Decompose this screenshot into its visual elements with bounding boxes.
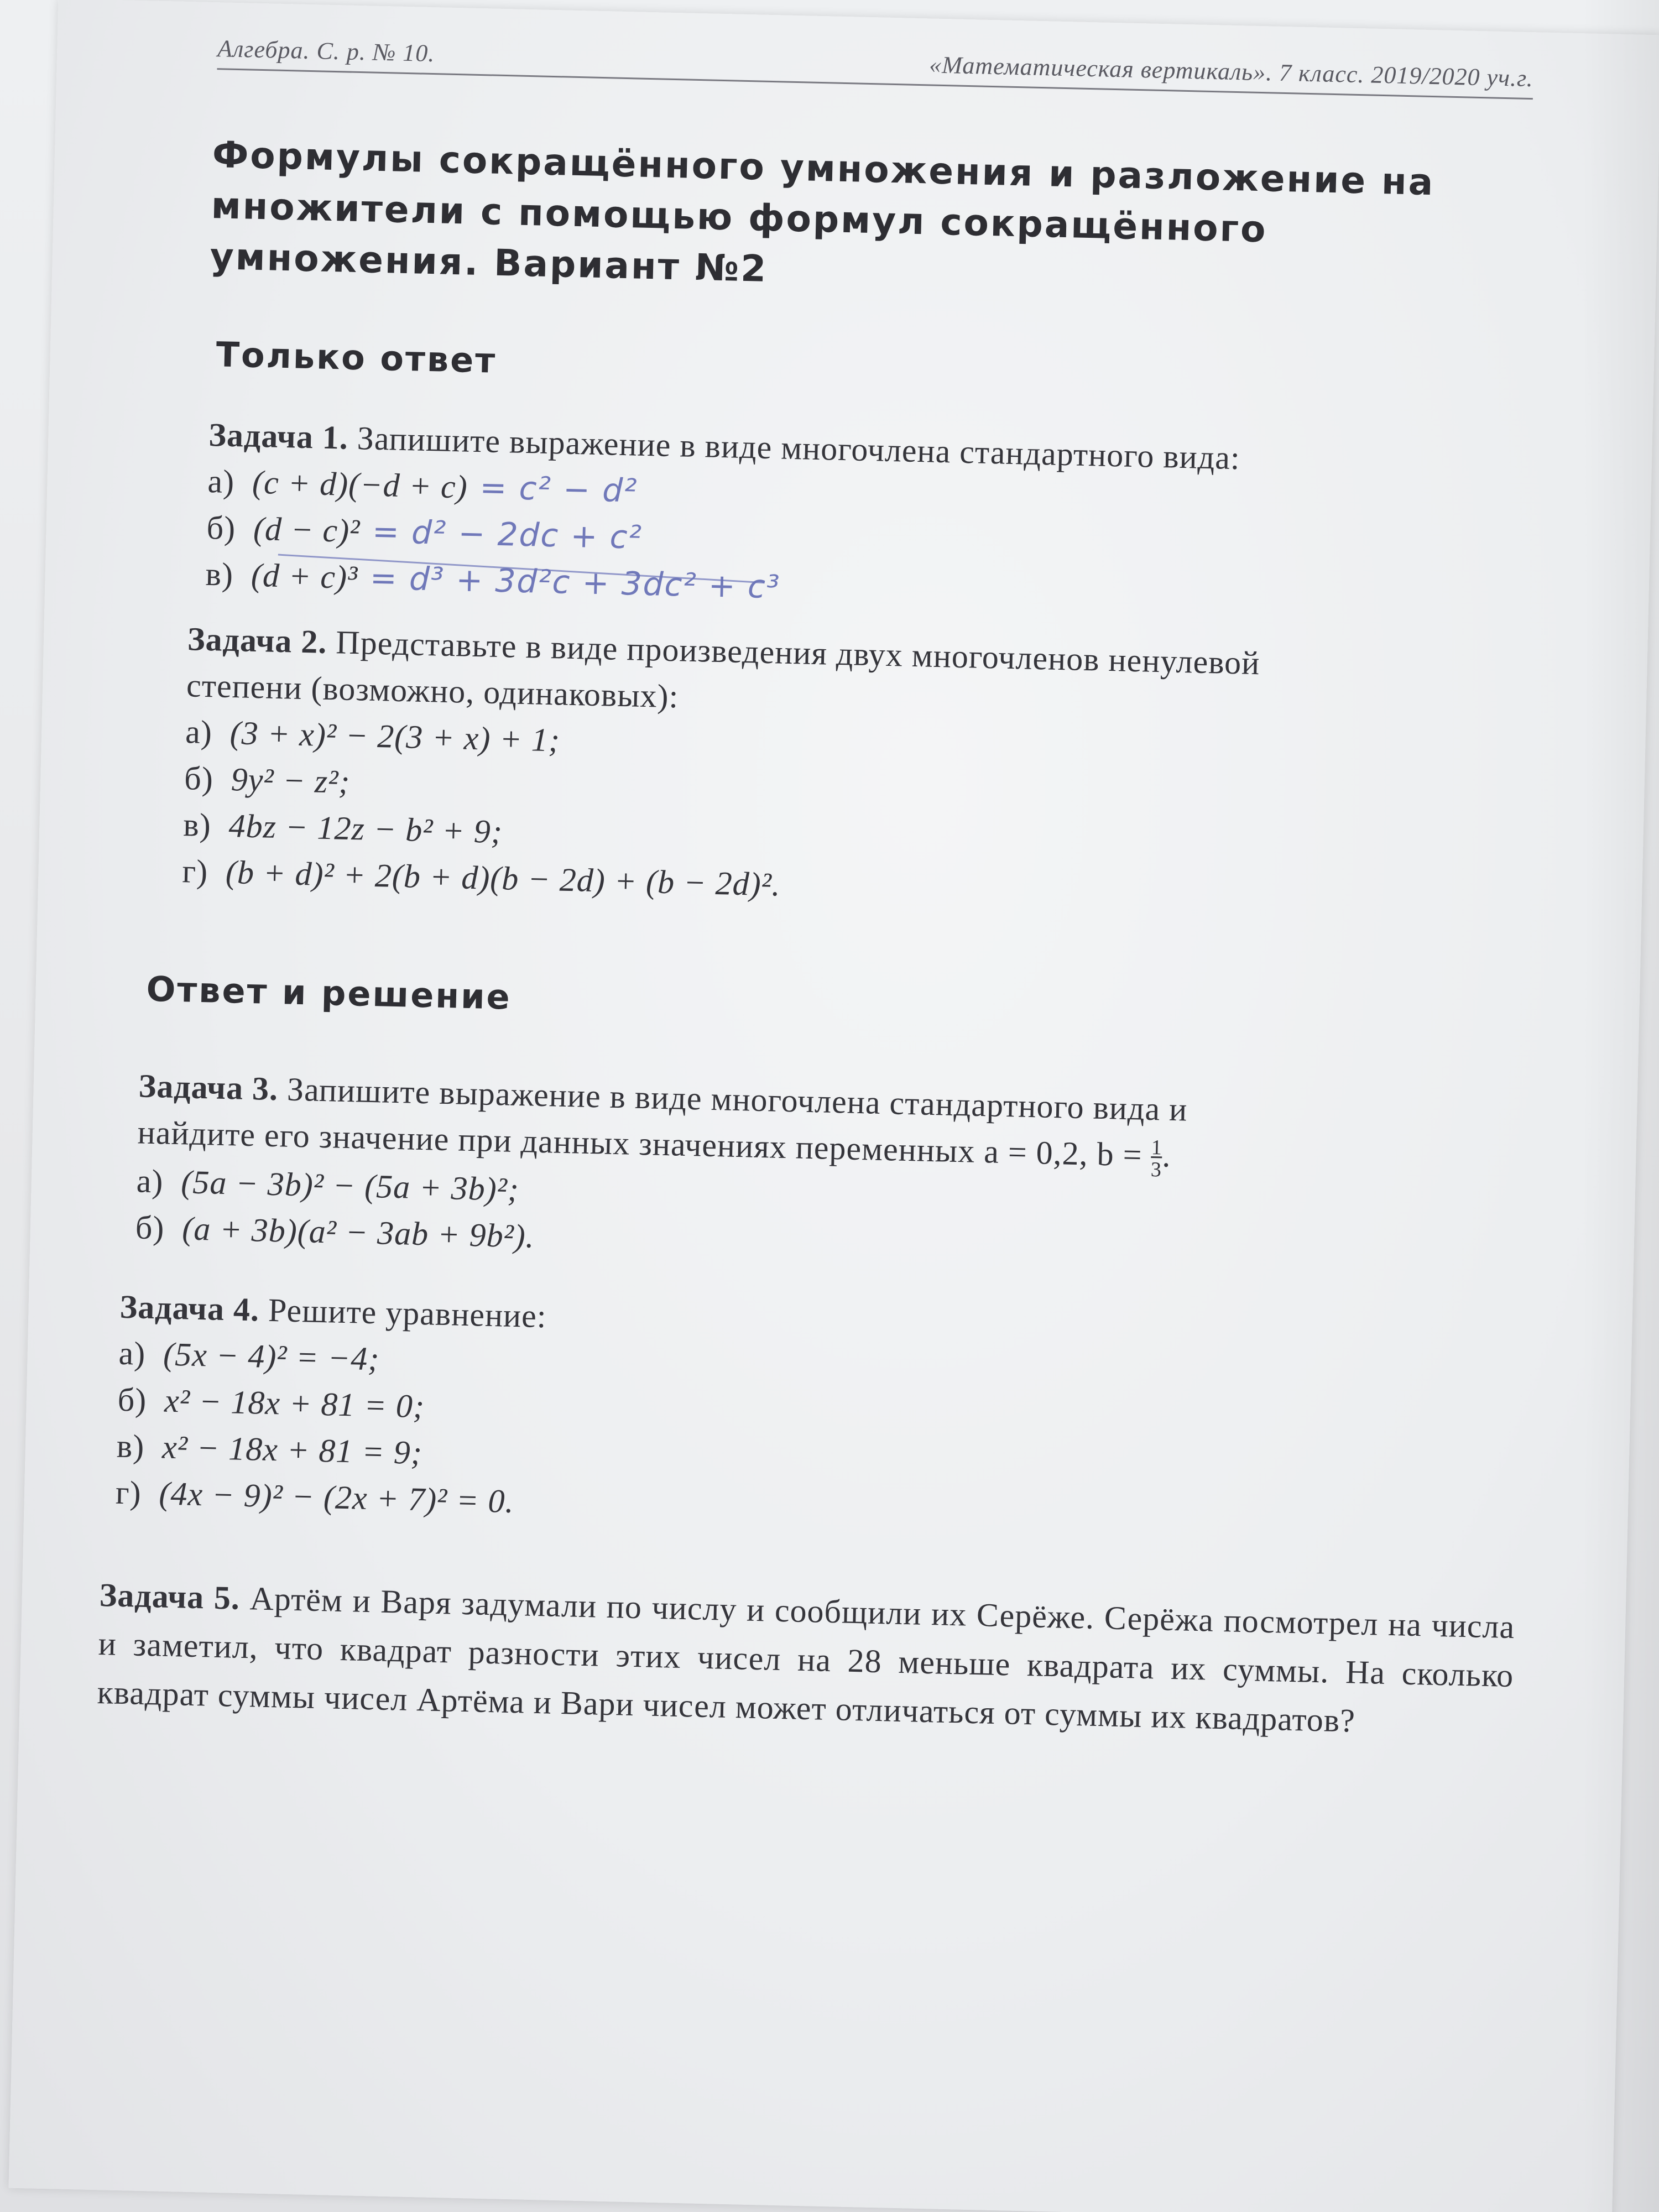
item-expression: (d − c)²: [253, 510, 361, 550]
task-3-number: Задача 3.: [138, 1067, 279, 1108]
task-5-text: Артём и Варя задумали по числу и сообщили их Серёже. Серёжа посмотрел на числа и заметил, что квадрат разности этих чисел на 28 меньше квадрата их суммы. На сколько квадрат суммы чисел Артёма и Вари чисел может отличаться от суммы их квадратов?: [97, 1580, 1515, 1739]
item-letter: в): [182, 806, 212, 844]
task-5-number: Задача 5.: [99, 1577, 241, 1616]
header-left: Алгебра. С. р. № 10.: [217, 35, 435, 67]
item-letter: в): [205, 555, 234, 593]
item-expression: (b + d)² + 2(b + d)(b − 2d) + (b − 2d)².: [225, 853, 781, 903]
item-letter: б): [135, 1209, 165, 1246]
task-3-text-line-2-main: найдите его значение при данных значениях переменных a = 0,2, b =: [137, 1114, 1143, 1173]
task-4: [115, 1284, 1503, 1547]
title-line-2: множители с помощью формул сокращённого: [211, 184, 1268, 251]
task-3-text-end: .: [1161, 1137, 1172, 1174]
task-3: [135, 1062, 1510, 1281]
title-line-1: Формулы сокращённого умножения и разложение на: [212, 133, 1436, 204]
task-4-number: Задача 4.: [119, 1288, 260, 1328]
item-letter: в): [116, 1427, 145, 1465]
task-2: [182, 615, 1526, 925]
item-expression: (4x − 9)² − (2x + 7)² = 0.: [158, 1475, 515, 1520]
item-letter: г): [115, 1474, 142, 1511]
page-header: [217, 34, 1533, 100]
task-1-number: Задача 1.: [208, 416, 349, 456]
section-heading-answer-and-solution: Ответ и решение: [145, 968, 512, 1018]
fraction-numerator: 1: [1151, 1136, 1163, 1160]
page-title: [210, 129, 1540, 312]
section-heading-answer-only: Только ответ: [215, 334, 497, 381]
item-expression: 9y² − z²;: [231, 761, 351, 800]
item-expression: (d + c)³: [251, 556, 358, 596]
task-1-text: Запишите выражение в виде многочлена стандартного вида:: [357, 420, 1241, 477]
handwritten-answer: = d² − 2dc + c²: [372, 512, 643, 556]
item-expression: (c + d)(−d + c): [252, 463, 468, 505]
item-expression: (5a − 3b)² − (5a + 3b)²;: [180, 1164, 520, 1208]
page-edge-shadow: [1582, 0, 1659, 2212]
item-expression: (3 + x)² − 2(3 + x) + 1;: [229, 714, 561, 759]
fraction-denominator: 3: [1150, 1156, 1162, 1181]
item-expression: (5x − 4)² = −4;: [163, 1335, 380, 1378]
item-expression: x² − 18x + 81 = 9;: [161, 1428, 423, 1472]
header-right: «Математическая вертикаль». 7 класс. 2019/2020 уч.г.: [928, 51, 1534, 92]
handwritten-answer: = c² − d²: [479, 468, 639, 510]
item-letter: а): [207, 462, 235, 500]
item-letter: б): [184, 760, 214, 797]
item-letter: б): [117, 1381, 148, 1418]
item-letter: а): [136, 1162, 164, 1200]
task-5: [97, 1571, 1515, 1749]
item-expression: (a + 3b)(a² − 3ab + 9b²).: [181, 1210, 535, 1255]
task-2-text-line-1: Представьте в виде произведения двух многочленов ненулевой: [335, 624, 1261, 682]
task-1: [205, 411, 1525, 627]
item-expression: x² − 18x + 81 = 0;: [164, 1382, 425, 1425]
task-3-text-line-1: Запишите выражение в виде многочлена стандартного вида и: [286, 1071, 1188, 1128]
fraction-one-third: [1150, 1136, 1162, 1181]
handwritten-answer: = d³ + 3d²c + 3dc² + c³: [369, 559, 781, 606]
item-letter: а): [185, 713, 213, 751]
item-expression: 4bz − 12z − b² + 9;: [228, 807, 503, 851]
item-letter: б): [206, 509, 236, 547]
worksheet-page: [8, 0, 1659, 2212]
title-line-3: умножения. Вариант №2: [209, 234, 769, 290]
item-letter: а): [118, 1334, 147, 1372]
task-2-number: Задача 2.: [187, 620, 328, 660]
task-4-text: Решите уравнение:: [268, 1291, 547, 1335]
item-letter: г): [181, 853, 208, 890]
task-2-text-line-2: степени (возможно, одинаковых):: [186, 667, 679, 715]
